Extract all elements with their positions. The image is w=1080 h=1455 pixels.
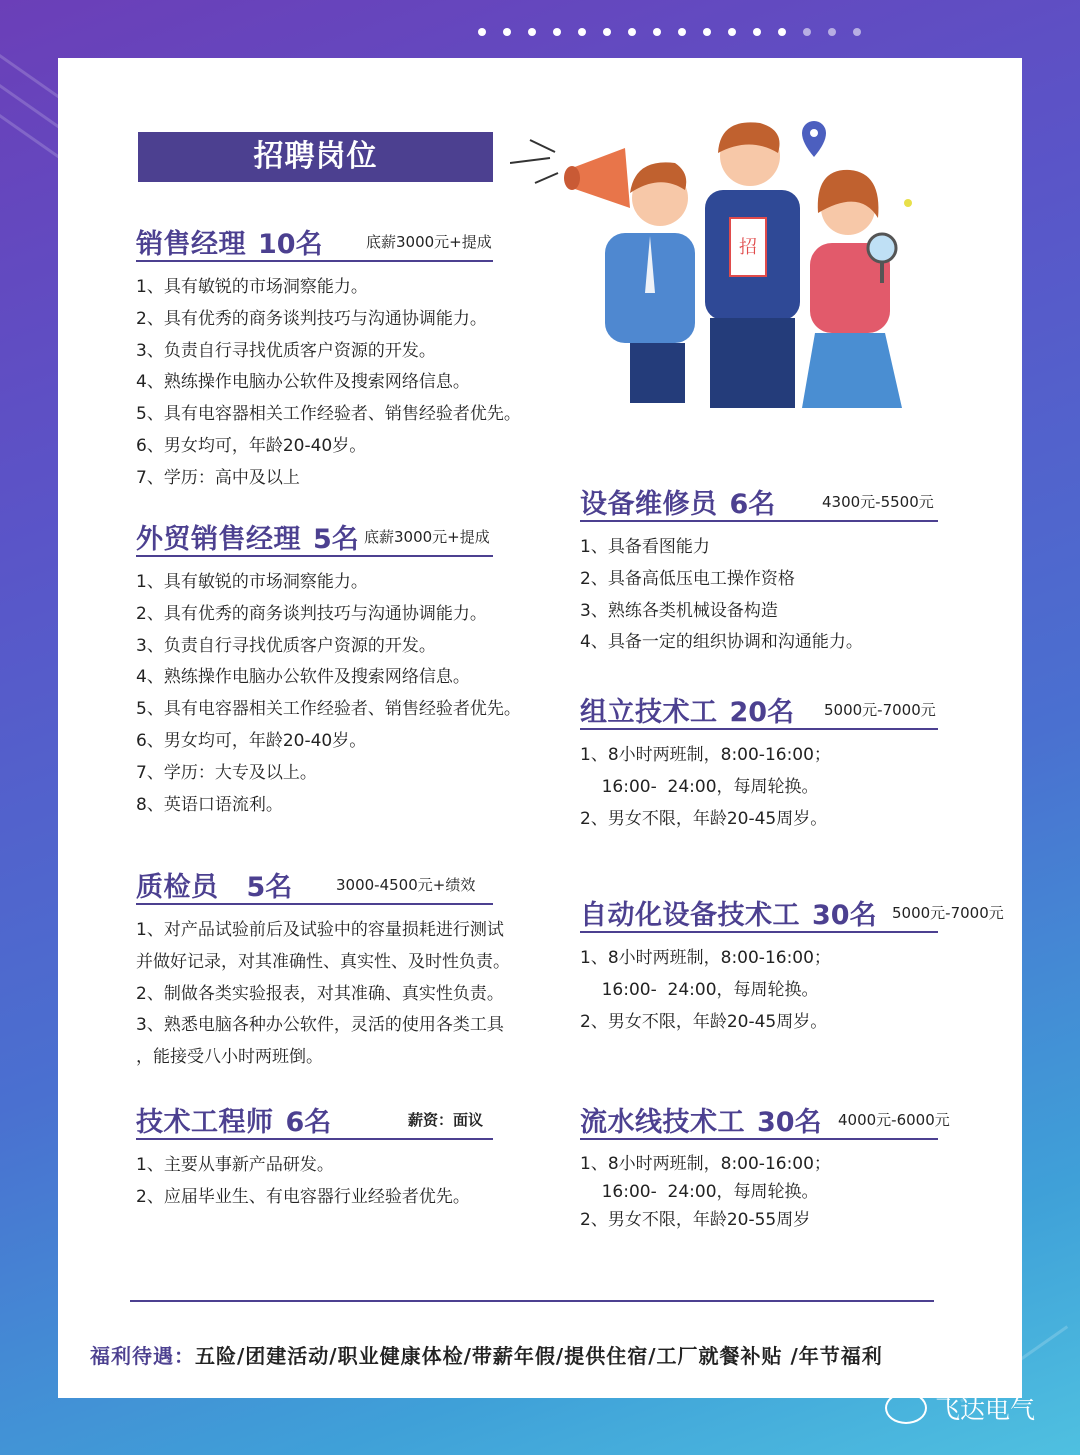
requirement-item: 16:00- 24:00，每周轮换。	[580, 979, 819, 1000]
recruitment-illustration	[510, 118, 940, 418]
requirement-item: 5、具有电容器相关工作经验者、销售经验者优先。	[136, 404, 521, 425]
job-salary: 底薪3000元+提成	[366, 233, 492, 251]
requirement-item: 2、制做各类实验报表，对其准确、真实性负责。	[136, 983, 504, 1004]
job-salary: 3000-4500元+绩效	[336, 876, 476, 894]
requirement-item: 7、学历：大专及以上。	[136, 762, 317, 783]
watermark	[885, 1390, 1035, 1426]
job-section-sales-manager	[136, 222, 521, 495]
job-salary: 5000元-7000元	[892, 904, 1004, 922]
job-header	[580, 1100, 950, 1140]
job-count: 5名	[313, 524, 359, 555]
job-requirements	[580, 740, 938, 835]
job-salary: 5000元-7000元	[824, 701, 936, 719]
welfare-line	[90, 1340, 883, 1369]
job-salary: 4000元-6000元	[838, 1111, 950, 1129]
requirement-item: 2、具有优秀的商务谈判技巧与沟通协调能力。	[136, 308, 487, 329]
requirement-item: 16:00- 24:00，每周轮换。	[580, 776, 819, 797]
requirement-item: 1、8小时两班制，8:00-16:00；	[580, 948, 831, 968]
job-title: 销售经理	[136, 229, 246, 260]
requirement-item: 1、8小时两班制，8:00-16:00；	[580, 1154, 831, 1174]
page-title: 招聘岗位	[138, 132, 493, 182]
job-header	[580, 893, 1004, 933]
requirement-item: 5、具有电容器相关工作经验者、销售经验者优先。	[136, 699, 521, 720]
requirement-item: 8、英语口语流利。	[136, 794, 283, 815]
requirement-item: 1、具备看图能力	[580, 537, 710, 557]
wechat-icon	[885, 1392, 927, 1424]
requirement-item: 1、8小时两班制，8:00-16:00；	[580, 745, 831, 765]
requirement-item: 4、具备一定的组织协调和沟通能力。	[580, 632, 863, 653]
job-requirements	[136, 567, 521, 821]
job-header	[136, 865, 493, 905]
job-section-technical-engineer	[136, 1100, 493, 1214]
job-section-assembly-line-technician	[580, 1100, 950, 1234]
requirement-item: 6、男女均可，年龄20-40岁。	[136, 730, 367, 751]
sign-text: 招	[739, 237, 757, 258]
job-requirements	[136, 915, 510, 1074]
requirement-item: 3、负责自行寻找优质客户资源的开发。	[136, 340, 436, 361]
requirement-item: 7、学历：高中及以上	[136, 467, 300, 488]
job-salary: 底薪3000元+提成	[364, 528, 490, 546]
job-salary: 薪资：面议	[408, 1111, 484, 1129]
job-count: 20名	[729, 697, 795, 728]
job-count: 10名	[258, 229, 323, 260]
requirement-item: 2、男女不限，年龄20-55周岁	[580, 1210, 811, 1230]
requirement-item: 16:00- 24:00，每周轮换。	[580, 1182, 819, 1202]
job-requirements	[580, 943, 938, 1038]
watermark-text: 飞达电气	[935, 1395, 1036, 1424]
job-title: 组立技术工	[580, 697, 718, 728]
job-count: 30名	[812, 900, 877, 931]
requirement-item: 2、男女不限，年龄20-45周岁。	[580, 1011, 828, 1032]
job-salary: 4300元-5500元	[822, 493, 934, 511]
requirement-item: 3、熟悉电脑各种办公软件，灵活的使用各类工具	[136, 1015, 504, 1036]
job-title: 技术工程师	[136, 1107, 274, 1138]
job-title: 质检员	[136, 872, 219, 903]
job-count: 30名	[757, 1107, 822, 1138]
requirement-item: 6、男女均可，年龄20-40岁。	[136, 435, 367, 456]
job-section-automation-technician	[580, 893, 1004, 1038]
requirement-item: 1、具有敏锐的市场洞察能力。	[136, 277, 368, 297]
footer-divider	[130, 1300, 934, 1302]
job-title: 外贸销售经理	[136, 524, 301, 555]
requirement-item: 2、男女不限，年龄20-45周岁。	[580, 808, 828, 829]
job-header	[136, 517, 493, 557]
job-section-assembly-technician	[580, 690, 938, 835]
job-requirements	[136, 1150, 493, 1214]
job-title: 流水线技术工	[580, 1107, 745, 1138]
welfare-text: 五险/团建活动/职业健康体检/带薪年假/提供住宿/工厂就餐补贴 /年节福利	[195, 1344, 883, 1368]
job-requirements	[580, 532, 938, 659]
job-section-foreign-trade-manager	[136, 517, 521, 821]
job-count: 5名	[246, 872, 293, 903]
requirement-item: 并做好记录，对其准确性、真实性、及时性负责。	[136, 951, 510, 972]
requirement-item: 2、具有优秀的商务谈判技巧与沟通协调能力。	[136, 603, 487, 624]
requirement-item: 1、具有敏锐的市场洞察能力。	[136, 572, 368, 592]
job-count: 6名	[285, 1107, 332, 1138]
job-title: 设备维修员	[580, 489, 718, 520]
requirement-item: 1、主要从事新产品研发。	[136, 1155, 334, 1175]
job-requirements	[136, 272, 521, 495]
job-count: 6名	[729, 489, 776, 520]
job-section-quality-inspector	[136, 865, 510, 1074]
welfare-label: 福利待遇：	[90, 1344, 195, 1368]
decorative-dots	[478, 28, 861, 36]
requirement-item: 3、负责自行寻找优质客户资源的开发。	[136, 635, 436, 656]
job-header	[580, 482, 938, 522]
requirement-item: 1、对产品试验前后及试验中的容量损耗进行测试	[136, 920, 504, 940]
requirement-item: 4、熟练操作电脑办公软件及搜索网络信息。	[136, 372, 470, 393]
job-section-equipment-maintenance	[580, 482, 938, 659]
requirement-item: 2、具备高低压电工操作资格	[580, 568, 795, 589]
requirement-item: 4、熟练操作电脑办公软件及搜索网络信息。	[136, 667, 470, 688]
requirement-item: 2、应届毕业生、有电容器行业经验者优先。	[136, 1186, 470, 1207]
job-header	[136, 1100, 493, 1140]
job-header	[136, 222, 493, 262]
requirement-item: 3、熟练各类机械设备构造	[580, 600, 778, 621]
requirement-item: ，能接受八小时两班倒。	[136, 1047, 323, 1068]
job-title: 自动化设备技术工	[580, 900, 800, 931]
job-requirements	[580, 1150, 938, 1234]
job-header	[580, 690, 938, 730]
